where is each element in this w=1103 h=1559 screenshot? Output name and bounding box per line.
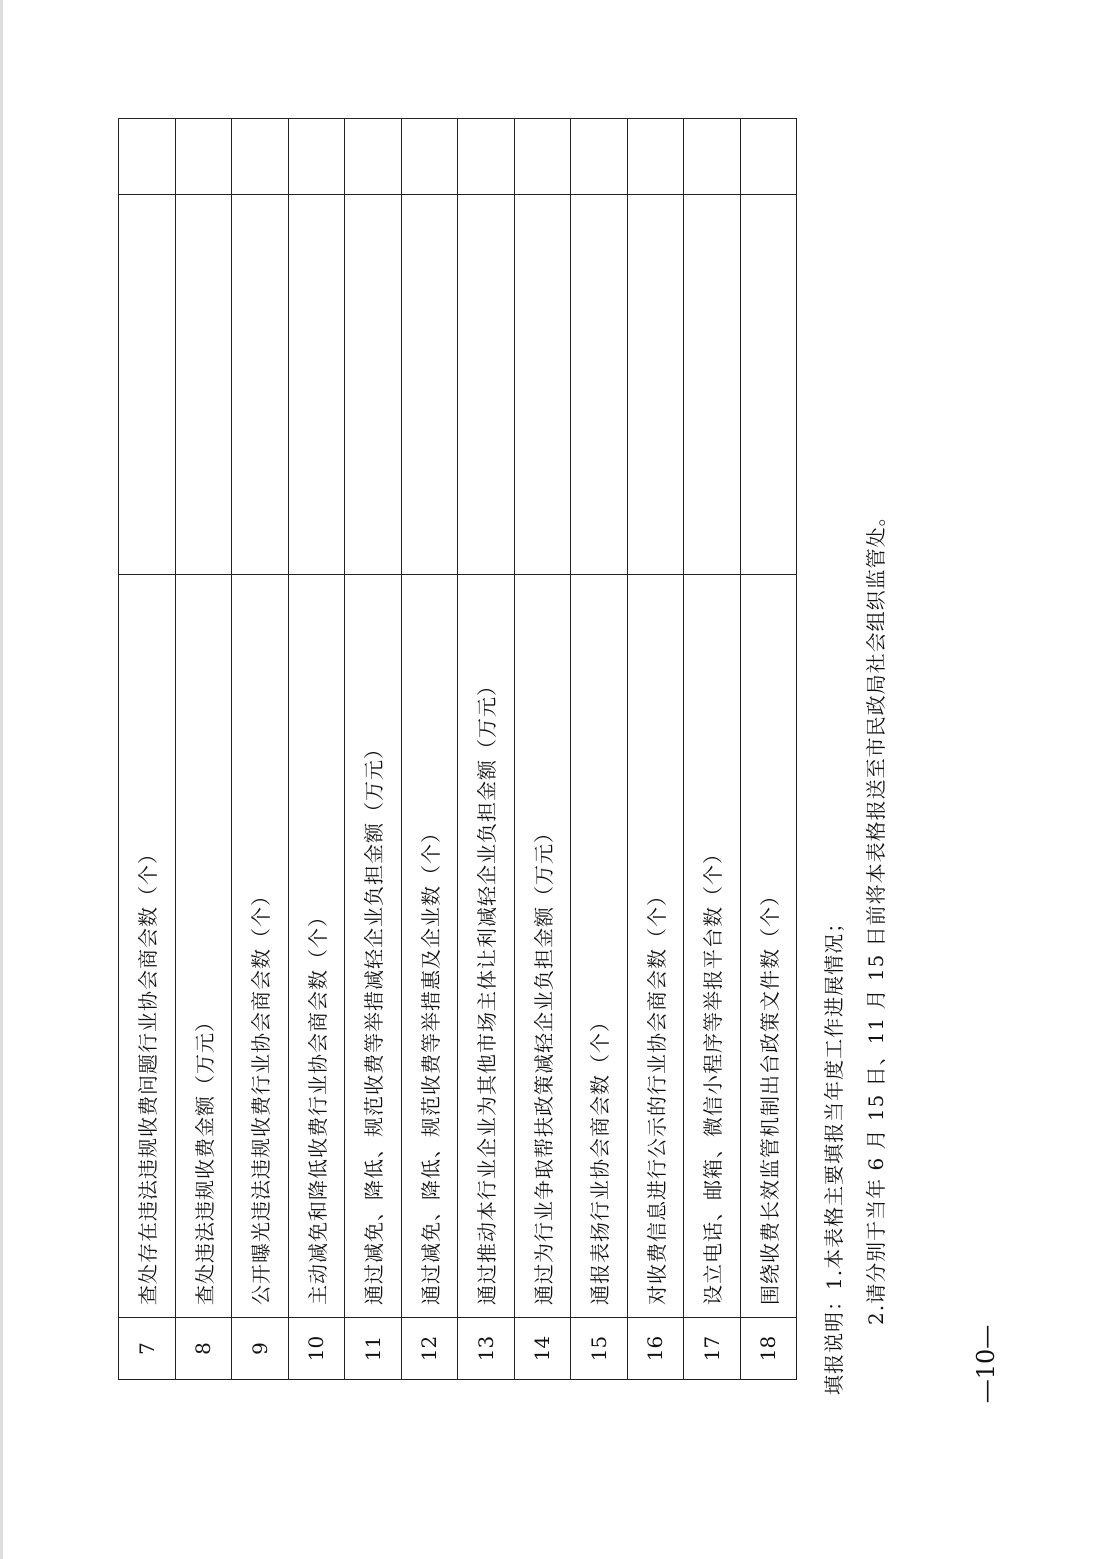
row-item: 查处存在违法违规收费问题行业协会商会数（个）	[119, 574, 176, 1317]
row-number: 7	[119, 1318, 176, 1380]
row-number: 10	[288, 1318, 345, 1380]
row-item: 公开曝光违法违规收费行业协会商会数（个）	[232, 574, 289, 1317]
remark-cell[interactable]	[514, 119, 571, 195]
row-number: 9	[232, 1318, 289, 1380]
row-number: 15	[571, 1318, 628, 1380]
value-cell[interactable]	[232, 194, 289, 574]
table-row	[345, 119, 402, 1380]
table-row	[740, 119, 797, 1380]
value-cell[interactable]	[514, 194, 571, 574]
row-item: 通报表扬行业协会商会数（个）	[571, 574, 628, 1317]
value-cell[interactable]	[401, 194, 458, 574]
row-item: 通过为行业争取帮扶政策减轻企业负担金额（万元）	[514, 574, 571, 1317]
table-row	[627, 119, 684, 1380]
remark-cell[interactable]	[119, 119, 176, 195]
table-row	[119, 119, 176, 1380]
value-cell[interactable]	[345, 194, 402, 574]
value-cell[interactable]	[571, 194, 628, 574]
row-number: 8	[175, 1318, 232, 1380]
table-row	[571, 119, 628, 1380]
table-row	[458, 119, 515, 1380]
row-item: 主动减免和降低收费行业协会商会数（个）	[288, 574, 345, 1317]
row-item: 通过减免、降低、规范收费等举措减轻企业负担金额（万元）	[345, 574, 402, 1317]
remark-cell[interactable]	[458, 119, 515, 195]
row-item: 查处违法违规收费金额（万元）	[175, 574, 232, 1317]
remark-cell[interactable]	[740, 119, 797, 195]
value-cell[interactable]	[119, 194, 176, 574]
value-cell[interactable]	[458, 194, 515, 574]
row-item: 设立电话、邮箱、微信小程序等举报平台数（个）	[684, 574, 741, 1317]
report-table	[118, 118, 797, 1380]
row-item: 围绕收费长效监管机制出台政策文件数（个）	[740, 574, 797, 1317]
value-cell[interactable]	[288, 194, 345, 574]
table-row	[175, 119, 232, 1380]
fill-instructions-2: 2.请分别于当年 6 月 15 日、11 月 15 日前将本表格报送至市民政局社会组织监管处。	[864, 505, 888, 1325]
row-number: 12	[401, 1318, 458, 1380]
table-row	[288, 119, 345, 1380]
remark-cell[interactable]	[175, 119, 232, 195]
row-item: 通过减免、降低、规范收费等举措惠及企业数（个）	[401, 574, 458, 1317]
row-number: 14	[514, 1318, 571, 1380]
table-row	[232, 119, 289, 1380]
value-cell[interactable]	[740, 194, 797, 574]
remark-cell[interactable]	[627, 119, 684, 195]
value-cell[interactable]	[175, 194, 232, 574]
row-number: 11	[345, 1318, 402, 1380]
remark-cell[interactable]	[345, 119, 402, 195]
fill-instructions-1: 填报说明：1.本表格主要填报当年度工作进展情况；	[822, 911, 846, 1395]
value-cell[interactable]	[627, 194, 684, 574]
remark-cell[interactable]	[401, 119, 458, 195]
remark-cell[interactable]	[684, 119, 741, 195]
row-number: 17	[684, 1318, 741, 1380]
table-row	[684, 119, 741, 1380]
row-number: 18	[740, 1318, 797, 1380]
page-number: —10—	[972, 1324, 1000, 1404]
row-item: 对收费信息进行公示的行业协会商会数（个）	[627, 574, 684, 1317]
row-number: 16	[627, 1318, 684, 1380]
row-item: 通过推动本行业企业为其他市场主体让利减轻企业负担金额（万元）	[458, 574, 515, 1317]
table-row	[514, 119, 571, 1380]
remark-cell[interactable]	[571, 119, 628, 195]
value-cell[interactable]	[684, 194, 741, 574]
row-number: 13	[458, 1318, 515, 1380]
remark-cell[interactable]	[288, 119, 345, 195]
remark-cell[interactable]	[232, 119, 289, 195]
table-row	[401, 119, 458, 1380]
